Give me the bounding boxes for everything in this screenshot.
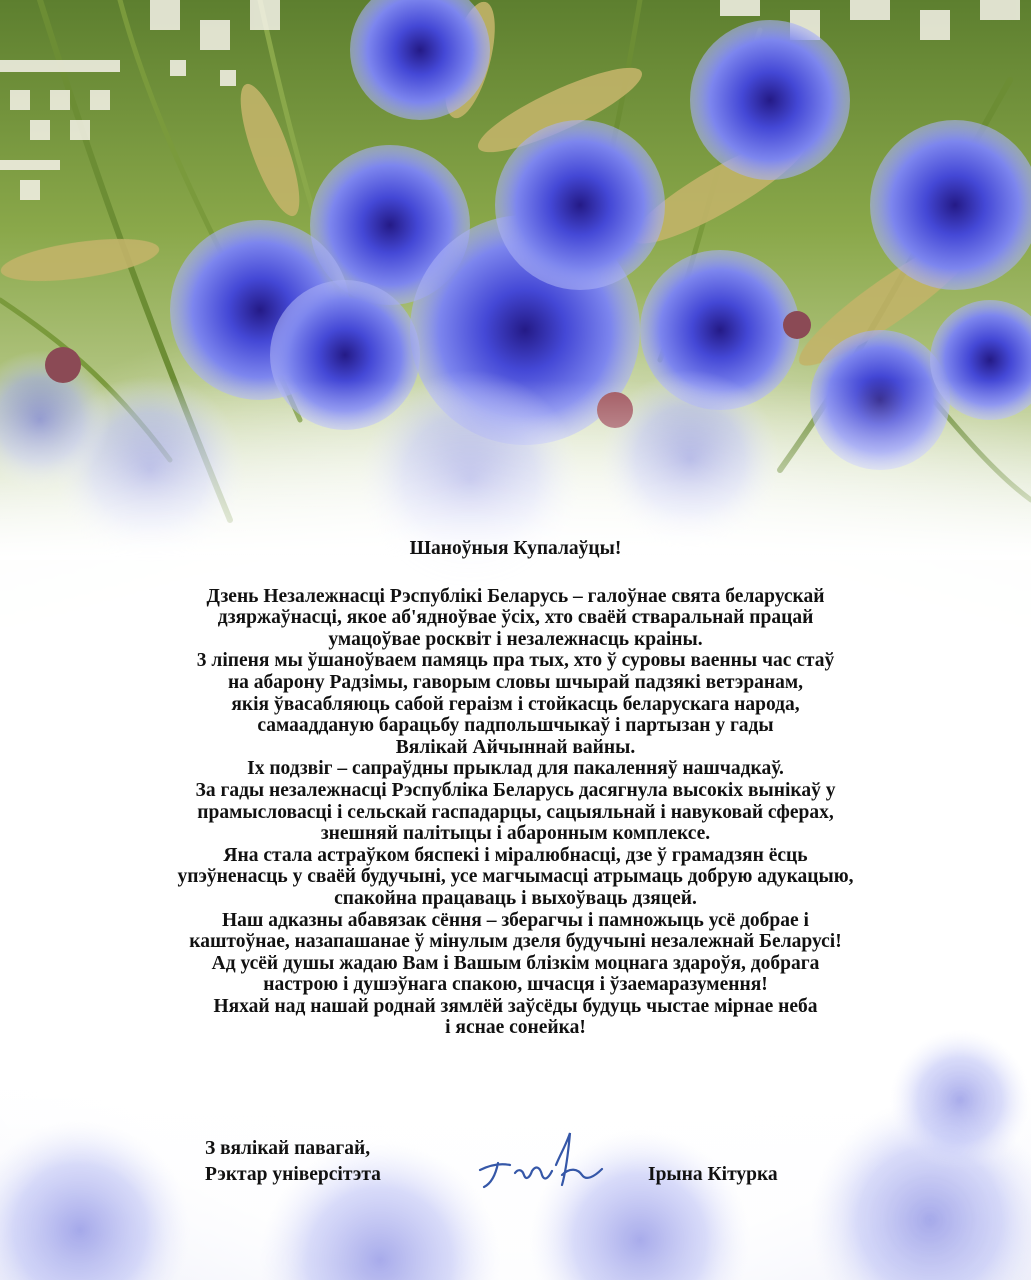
- closing-text: З вялікай павагай,: [205, 1138, 371, 1159]
- letter-line: 3 ліпеня мы ўшаноўваем памяць пра тых, хто ў суровы ваенны час стаў: [196, 650, 835, 672]
- letter-line: знешняй палітыцы і абаронным комплексе.: [320, 823, 711, 845]
- handwritten-signature: [470, 1125, 610, 1195]
- letter-line: каштоўнае, назапашанае ў мінулым дзеля будучыні незалежнай Беларусі!: [189, 931, 842, 953]
- letter-line: Ад усёй душы жадаю Вам і Вашым блізкім моцнага здароўя, добрага: [211, 952, 820, 974]
- letter-line: і яснае сонейка!: [445, 1017, 586, 1039]
- letter-line: дзяржаўнасці, якое аб'ядноўвае ўсіх, хто сваёй стваральнай працай: [217, 607, 814, 629]
- letter-line: якія ўвасабляюць сабой гераізм і стойкасць беларускага народа,: [231, 693, 800, 715]
- letter-line: Яна стала астраўком бяспекі і міралюбнасці, дзе ў грамадзян ёсць: [223, 844, 808, 866]
- letter-line: спакойна працаваць і выхоўваць дзяцей.: [334, 887, 697, 909]
- letter-line: прамысловасці і сельскай гаспадарцы, сацыяльнай і навуковай сферах,: [197, 801, 834, 823]
- letter-body: [60, 538, 971, 1039]
- letter-line: Вялікай Айчыннай вайны.: [395, 736, 636, 758]
- letter-line: Дзень Незалежнасці Рэспублікі Беларусь – галоўнае свята беларускай: [206, 585, 825, 607]
- letter-line: Няхай над нашай роднай зямлёй заўсёды будуць чыстае мірнае неба: [213, 995, 818, 1017]
- letter-line: Іх подзвіг – сапраўдны прыклад для пакаленняў нашчадкаў.: [247, 758, 784, 780]
- letter-line: Наш адказны абавязак сёння – зберагчы і памножыць усё добрае і: [222, 909, 809, 931]
- letter-line: настрою і душэўнага спакою, шчасця і ўзаемаразумення!: [263, 974, 768, 996]
- letter-line: самаадданую барацьбу падпольшчыкаў і партызан у гады: [257, 715, 774, 737]
- signature-block: [205, 1136, 381, 1188]
- letter-line: За гады незалежнасці Рэспубліка Беларусь дасягнула высокіх вынікаў у: [195, 779, 836, 801]
- greeting: Шаноўныя Купалаўцы!: [409, 538, 622, 559]
- letter-line: умацоўвае росквіт і незалежнасць краіны.: [328, 628, 703, 650]
- signer-position: Рэктар універсітэта: [205, 1164, 381, 1185]
- signer-name: Ірына Кітурка: [648, 1164, 778, 1185]
- letter-line: на абарону Радзімы, гаворым словы шчырай падзякі ветэранам,: [227, 671, 804, 693]
- letter-line: упэўненасць у сваёй будучыні, усе магчымасці атрымаць добрую адукацыю,: [177, 866, 854, 888]
